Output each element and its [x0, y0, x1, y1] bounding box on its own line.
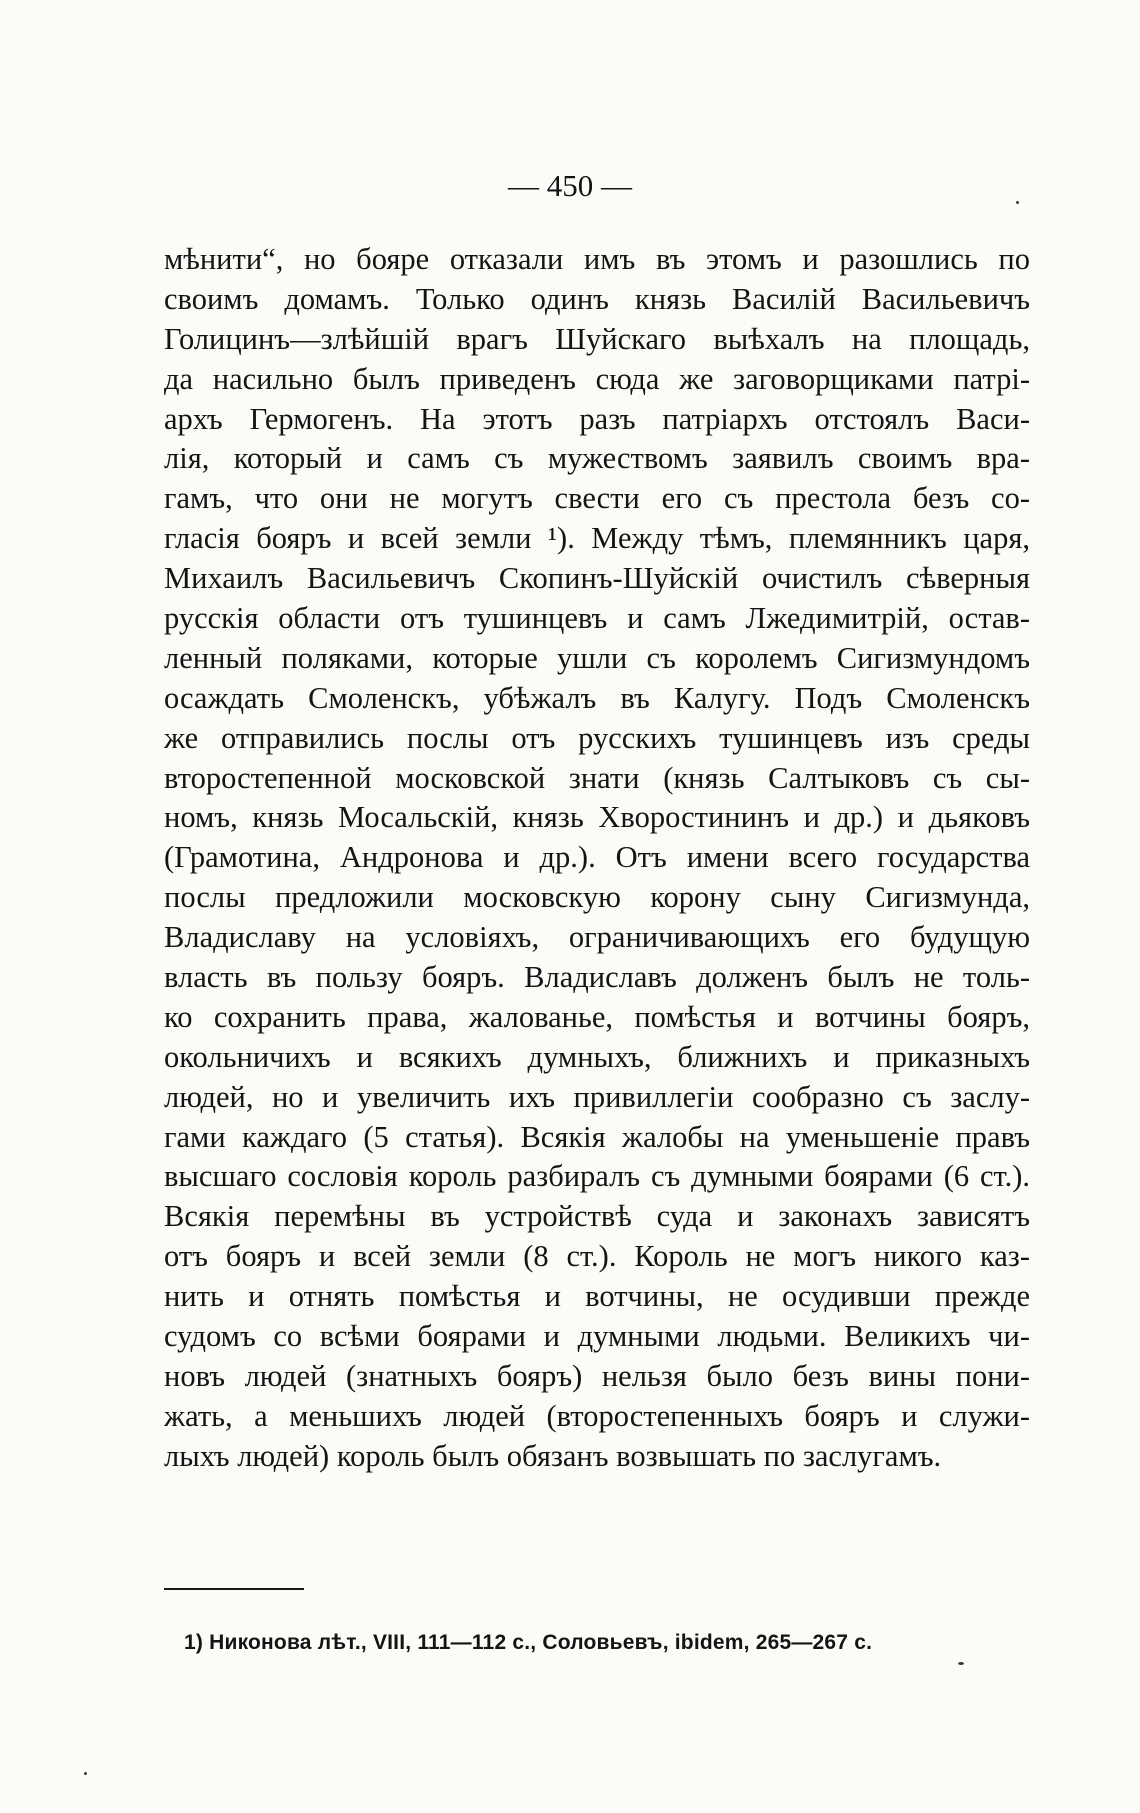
text-line: архъ Гермогенъ. На этотъ разъ патріархъ отстоялъ Васи-	[164, 401, 1030, 436]
text-line: людей, но и увеличить ихъ привиллегіи сообразно съ заслу-	[164, 1079, 1030, 1114]
text-line: нить и отнять помѣстья и вотчины, не осудивши прежде	[164, 1279, 1030, 1314]
footnote: 1) Никонова лѣт., VIII, 111—112 с., Соловьевъ, ibidem, 265—267 с.	[184, 1631, 873, 1654]
page-number: — 450 —	[508, 168, 632, 203]
text-line: гамъ, что они не могутъ свести его съ престола безъ со-	[164, 481, 1030, 516]
text-line: да насильно былъ приведенъ сюда же заговорщиками патрі-	[164, 361, 1030, 396]
text-line: (Грамотина, Андронова и др.). Отъ имени всего государства	[164, 840, 1030, 875]
text-line: Голицинъ—злѣйшій врагъ Шуйскаго выѣхалъ на площадь,	[164, 321, 1030, 356]
text-line: второстепенной московской знати (князь Салтыковъ съ сы-	[164, 760, 1030, 795]
text-line: власть въ пользу бояръ. Владиславъ долженъ былъ не толь-	[164, 960, 1030, 995]
text-line: окольничихъ и всякихъ думныхъ, ближнихъ и приказныхъ	[164, 1039, 1030, 1074]
body-text	[164, 240, 1030, 1477]
text-line: гласія бояръ и всей земли ¹). Между тѣмъ, племянникъ царя,	[164, 521, 1030, 556]
text-line: же отправились послы отъ русскихъ тушинцевъ изъ среды	[164, 720, 1030, 755]
text-line: ленный поляками, которые ушли съ королемъ Сигизмундомъ	[164, 640, 1030, 675]
text-line: высшаго сословія король разбиралъ съ думными боярами (6 ст.).	[164, 1159, 1030, 1194]
text-line: Всякія перемѣны въ устройствѣ суда и законахъ зависятъ	[164, 1199, 1030, 1234]
text-line: отъ бояръ и всей земли (8 ст.). Король не могъ никого каз-	[164, 1239, 1030, 1274]
text-line: гами каждаго (5 статья). Всякія жалобы на уменьшеніе правъ	[164, 1119, 1030, 1154]
text-line: судомъ со всѣми боярами и думными людьми. Великихъ чи-	[164, 1319, 1030, 1354]
footnote-divider	[164, 1588, 304, 1590]
text-line: своимъ домамъ. Только одинъ князь Василій Васильевичъ	[164, 281, 1030, 316]
text-line: русскія области отъ тушинцевъ и самъ Лжедимитрій, остав-	[164, 601, 1030, 636]
text-line: лія, который и самъ съ мужествомъ заявилъ своимъ вра-	[164, 441, 1030, 476]
speck	[1016, 201, 1019, 204]
text-line: жать, а меньшихъ людей (второстепенныхъ бояръ и служи-	[164, 1398, 1030, 1433]
text-line: новъ людей (знатныхъ бояръ) нельзя было безъ вины пони-	[164, 1358, 1030, 1393]
text-line: мѣнити“, но бояре отказали имъ въ этомъ и разошлись по	[164, 242, 1030, 276]
speck	[958, 1662, 964, 1665]
text-line: Владиславу на условіяхъ, ограничивающихъ его будущую	[164, 920, 1030, 955]
text-line: Михаилъ Васильевичъ Скопинъ-Шуйскій очистилъ сѣверныя	[164, 561, 1030, 596]
text-line: ко сохранить права, жалованье, помѣстья и вотчины бояръ,	[164, 999, 1030, 1034]
text-line: послы предложили московскую корону сыну Сигизмунда,	[164, 880, 1030, 915]
text-line: номъ, князь Мосальскій, князь Хворостининъ и др.) и дьяковъ	[164, 800, 1030, 835]
text-line: осаждать Смоленскъ, убѣжалъ въ Калугу. Подъ Смоленскъ	[164, 680, 1030, 715]
text-line: лыхъ людей) король былъ обязанъ возвышать по заслугамъ.	[164, 1438, 942, 1473]
speck	[84, 1772, 87, 1775]
